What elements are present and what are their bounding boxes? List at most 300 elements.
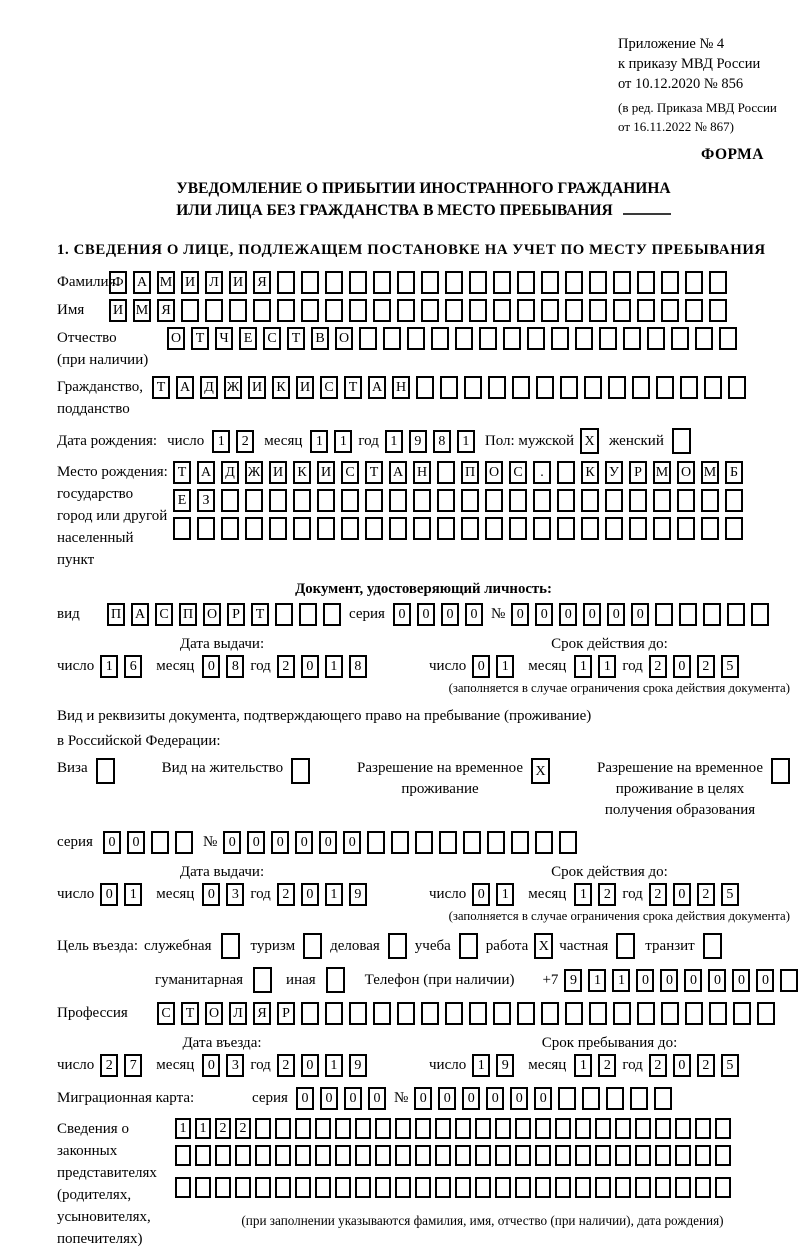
char-cell[interactable] — [695, 1118, 711, 1139]
char-cell[interactable] — [493, 1002, 511, 1025]
char-cell[interactable]: Т — [152, 376, 170, 399]
char-cell[interactable]: В — [311, 327, 329, 350]
char-cell[interactable] — [215, 1177, 231, 1198]
char-cell[interactable]: С — [341, 461, 359, 484]
char-cell[interactable]: 1 — [175, 1118, 191, 1139]
char-cell[interactable] — [613, 1002, 631, 1025]
char-cell[interactable] — [455, 327, 473, 350]
char-cell[interactable]: 3 — [226, 1054, 244, 1077]
char-cell[interactable] — [655, 1177, 671, 1198]
char-cell[interactable] — [517, 271, 535, 294]
char-cell[interactable]: 1 — [100, 655, 118, 678]
char-cell[interactable]: 0 — [465, 603, 483, 626]
char-cell[interactable] — [680, 376, 698, 399]
char-cell[interactable] — [435, 1177, 451, 1198]
char-cell[interactable] — [277, 271, 295, 294]
char-cell[interactable] — [677, 517, 695, 540]
char-cell[interactable] — [455, 1177, 471, 1198]
char-cell[interactable]: 1 — [496, 655, 514, 678]
char-cell[interactable] — [515, 1118, 531, 1139]
char-cell[interactable] — [383, 327, 401, 350]
char-cell[interactable] — [229, 299, 247, 322]
char-cell[interactable]: М — [653, 461, 671, 484]
char-cell[interactable]: 1 — [588, 969, 606, 992]
char-cell[interactable] — [463, 831, 481, 854]
char-cell[interactable] — [695, 327, 713, 350]
char-cell[interactable] — [355, 1118, 371, 1139]
char-cell[interactable] — [653, 489, 671, 512]
char-cell[interactable]: 1 — [124, 883, 142, 906]
char-cell[interactable] — [584, 376, 602, 399]
char-cell[interactable]: П — [107, 603, 125, 626]
char-cell[interactable]: А — [389, 461, 407, 484]
char-cell[interactable]: Т — [365, 461, 383, 484]
char-cell[interactable] — [317, 517, 335, 540]
char-cell[interactable] — [195, 1177, 211, 1198]
char-cell[interactable] — [349, 271, 367, 294]
char-cell[interactable]: К — [581, 461, 599, 484]
char-cell[interactable]: Т — [287, 327, 305, 350]
char-cell[interactable] — [575, 1177, 591, 1198]
char-cell[interactable] — [709, 299, 727, 322]
char-cell[interactable]: 8 — [226, 655, 244, 678]
char-cell[interactable] — [541, 299, 559, 322]
char-cell[interactable]: 0 — [486, 1087, 504, 1110]
char-cell[interactable] — [715, 1177, 731, 1198]
char-cell[interactable] — [445, 1002, 463, 1025]
char-cell[interactable] — [421, 1002, 439, 1025]
char-cell[interactable] — [541, 271, 559, 294]
char-cell[interactable]: 0 — [511, 603, 529, 626]
char-cell[interactable] — [413, 489, 431, 512]
char-cell[interactable] — [701, 517, 719, 540]
char-cell[interactable]: 2 — [598, 1054, 616, 1077]
char-cell[interactable]: 1 — [310, 430, 328, 453]
char-cell[interactable] — [685, 299, 703, 322]
char-cell[interactable] — [656, 376, 674, 399]
char-cell[interactable] — [751, 603, 769, 626]
char-cell[interactable]: 0 — [320, 1087, 338, 1110]
char-cell[interactable]: Т — [344, 376, 362, 399]
char-cell[interactable]: А — [176, 376, 194, 399]
char-cell[interactable]: 0 — [472, 655, 490, 678]
char-cell[interactable] — [487, 831, 505, 854]
char-cell[interactable] — [535, 1118, 551, 1139]
char-cell[interactable] — [512, 376, 530, 399]
char-cell[interactable]: 0 — [472, 883, 490, 906]
char-cell[interactable]: 0 — [319, 831, 337, 854]
char-cell[interactable] — [461, 489, 479, 512]
char-cell[interactable] — [632, 376, 650, 399]
char-cell[interactable] — [303, 933, 322, 959]
char-cell[interactable] — [341, 489, 359, 512]
char-cell[interactable]: 0 — [301, 883, 319, 906]
char-cell[interactable]: 0 — [202, 655, 220, 678]
char-cell[interactable] — [655, 603, 673, 626]
char-cell[interactable]: Л — [229, 1002, 247, 1025]
char-cell[interactable]: 2 — [649, 1054, 667, 1077]
char-cell[interactable]: 0 — [510, 1087, 528, 1110]
char-cell[interactable] — [703, 933, 722, 959]
char-cell[interactable] — [613, 299, 631, 322]
char-cell[interactable]: 1 — [212, 430, 230, 453]
char-cell[interactable]: . — [533, 461, 551, 484]
char-cell[interactable] — [615, 1177, 631, 1198]
char-cell[interactable] — [725, 489, 743, 512]
char-cell[interactable] — [685, 1002, 703, 1025]
char-cell[interactable] — [245, 489, 263, 512]
char-cell[interactable]: 2 — [100, 1054, 118, 1077]
char-cell[interactable] — [173, 517, 191, 540]
char-cell[interactable] — [599, 327, 617, 350]
char-cell[interactable]: X — [580, 428, 599, 454]
char-cell[interactable] — [475, 1177, 491, 1198]
char-cell[interactable] — [317, 489, 335, 512]
char-cell[interactable]: Т — [181, 1002, 199, 1025]
char-cell[interactable]: П — [461, 461, 479, 484]
char-cell[interactable] — [325, 271, 343, 294]
char-cell[interactable] — [595, 1177, 611, 1198]
char-cell[interactable] — [589, 1002, 607, 1025]
char-cell[interactable] — [757, 1002, 775, 1025]
char-cell[interactable]: П — [179, 603, 197, 626]
char-cell[interactable]: Ф — [109, 271, 127, 294]
char-cell[interactable]: С — [320, 376, 338, 399]
char-cell[interactable]: 1 — [574, 883, 592, 906]
char-cell[interactable]: 0 — [660, 969, 678, 992]
char-cell[interactable]: 1 — [325, 655, 343, 678]
char-cell[interactable]: О — [205, 1002, 223, 1025]
char-cell[interactable] — [536, 376, 554, 399]
char-cell[interactable]: Я — [253, 271, 271, 294]
char-cell[interactable]: Р — [227, 603, 245, 626]
char-cell[interactable] — [459, 933, 478, 959]
char-cell[interactable]: 2 — [697, 883, 715, 906]
char-cell[interactable] — [623, 327, 641, 350]
char-cell[interactable] — [671, 327, 689, 350]
char-cell[interactable] — [555, 1118, 571, 1139]
char-cell[interactable] — [253, 967, 272, 993]
char-cell[interactable]: А — [131, 603, 149, 626]
char-cell[interactable]: 0 — [636, 969, 654, 992]
char-cell[interactable] — [375, 1118, 391, 1139]
char-cell[interactable]: 0 — [344, 1087, 362, 1110]
char-cell[interactable] — [629, 517, 647, 540]
char-cell[interactable] — [503, 327, 521, 350]
char-cell[interactable]: 1 — [612, 969, 630, 992]
char-cell[interactable] — [613, 271, 631, 294]
char-cell[interactable]: 0 — [103, 831, 121, 854]
char-cell[interactable] — [515, 1177, 531, 1198]
char-cell[interactable] — [397, 271, 415, 294]
char-cell[interactable]: 2 — [277, 883, 295, 906]
char-cell[interactable]: Т — [173, 461, 191, 484]
char-cell[interactable]: С — [157, 1002, 175, 1025]
char-cell[interactable]: 5 — [721, 1054, 739, 1077]
char-cell[interactable] — [464, 376, 482, 399]
char-cell[interactable] — [565, 1002, 583, 1025]
char-cell[interactable]: 2 — [277, 1054, 295, 1077]
char-cell[interactable] — [493, 299, 511, 322]
char-cell[interactable] — [485, 517, 503, 540]
char-cell[interactable]: 1 — [598, 655, 616, 678]
char-cell[interactable] — [541, 1002, 559, 1025]
char-cell[interactable] — [733, 1002, 751, 1025]
char-cell[interactable]: Ж — [224, 376, 242, 399]
char-cell[interactable] — [709, 1002, 727, 1025]
char-cell[interactable] — [780, 969, 798, 992]
char-cell[interactable] — [301, 1002, 319, 1025]
char-cell[interactable] — [293, 517, 311, 540]
char-cell[interactable] — [485, 489, 503, 512]
char-cell[interactable] — [565, 271, 583, 294]
char-cell[interactable]: 2 — [277, 655, 295, 678]
char-cell[interactable]: А — [133, 271, 151, 294]
char-cell[interactable] — [582, 1087, 600, 1110]
char-cell[interactable] — [323, 603, 341, 626]
char-cell[interactable]: Е — [239, 327, 257, 350]
char-cell[interactable] — [221, 517, 239, 540]
char-cell[interactable] — [445, 271, 463, 294]
char-cell[interactable] — [595, 1118, 611, 1139]
char-cell[interactable]: Я — [253, 1002, 271, 1025]
char-cell[interactable] — [581, 489, 599, 512]
char-cell[interactable]: 1 — [574, 655, 592, 678]
char-cell[interactable]: 0 — [202, 883, 220, 906]
char-cell[interactable] — [635, 1118, 651, 1139]
char-cell[interactable] — [151, 831, 169, 854]
char-cell[interactable]: А — [197, 461, 215, 484]
char-cell[interactable]: А — [368, 376, 386, 399]
char-cell[interactable] — [509, 517, 527, 540]
char-cell[interactable]: 0 — [414, 1087, 432, 1110]
char-cell[interactable] — [560, 376, 578, 399]
char-cell[interactable] — [565, 299, 583, 322]
char-cell[interactable]: 0 — [673, 1054, 691, 1077]
char-cell[interactable] — [221, 489, 239, 512]
char-cell[interactable] — [557, 461, 575, 484]
char-cell[interactable] — [299, 603, 317, 626]
char-cell[interactable] — [559, 831, 577, 854]
char-cell[interactable]: 0 — [295, 831, 313, 854]
char-cell[interactable]: 9 — [564, 969, 582, 992]
char-cell[interactable]: 0 — [247, 831, 265, 854]
char-cell[interactable] — [389, 489, 407, 512]
char-cell[interactable] — [495, 1118, 511, 1139]
char-cell[interactable]: 3 — [226, 883, 244, 906]
char-cell[interactable] — [637, 1002, 655, 1025]
char-cell[interactable]: 0 — [127, 831, 145, 854]
char-cell[interactable]: И — [248, 376, 266, 399]
char-cell[interactable] — [630, 1087, 648, 1110]
char-cell[interactable] — [605, 489, 623, 512]
char-cell[interactable]: К — [293, 461, 311, 484]
char-cell[interactable]: 9 — [349, 883, 367, 906]
char-cell[interactable]: М — [133, 299, 151, 322]
char-cell[interactable]: 1 — [325, 883, 343, 906]
char-cell[interactable]: 8 — [349, 655, 367, 678]
char-cell[interactable]: 0 — [301, 655, 319, 678]
char-cell[interactable] — [375, 1177, 391, 1198]
char-cell[interactable] — [533, 489, 551, 512]
char-cell[interactable]: 1 — [574, 1054, 592, 1077]
char-cell[interactable] — [437, 517, 455, 540]
char-cell[interactable] — [469, 1002, 487, 1025]
char-cell[interactable]: 2 — [236, 430, 254, 453]
char-cell[interactable]: 0 — [438, 1087, 456, 1110]
char-cell[interactable] — [421, 271, 439, 294]
char-cell[interactable] — [291, 758, 310, 784]
char-cell[interactable] — [655, 1118, 671, 1139]
char-cell[interactable] — [608, 376, 626, 399]
char-cell[interactable] — [205, 299, 223, 322]
char-cell[interactable]: С — [155, 603, 173, 626]
char-cell[interactable] — [589, 271, 607, 294]
char-cell[interactable] — [275, 1177, 291, 1198]
char-cell[interactable]: 0 — [534, 1087, 552, 1110]
char-cell[interactable] — [551, 327, 569, 350]
char-cell[interactable] — [175, 1177, 191, 1198]
char-cell[interactable]: 1 — [472, 1054, 490, 1077]
char-cell[interactable]: 2 — [697, 1054, 715, 1077]
char-cell[interactable]: 0 — [393, 603, 411, 626]
char-cell[interactable] — [727, 603, 745, 626]
char-cell[interactable] — [421, 299, 439, 322]
char-cell[interactable] — [415, 1177, 431, 1198]
char-cell[interactable] — [293, 489, 311, 512]
char-cell[interactable] — [349, 1002, 367, 1025]
char-cell[interactable]: 0 — [462, 1087, 480, 1110]
char-cell[interactable] — [175, 831, 193, 854]
char-cell[interactable] — [479, 327, 497, 350]
char-cell[interactable]: 0 — [708, 969, 726, 992]
char-cell[interactable] — [709, 271, 727, 294]
char-cell[interactable] — [701, 489, 719, 512]
char-cell[interactable]: О — [677, 461, 695, 484]
char-cell[interactable] — [245, 517, 263, 540]
char-cell[interactable] — [661, 1002, 679, 1025]
char-cell[interactable]: Д — [221, 461, 239, 484]
char-cell[interactable]: Т — [191, 327, 209, 350]
char-cell[interactable] — [535, 831, 553, 854]
char-cell[interactable] — [315, 1177, 331, 1198]
char-cell[interactable] — [672, 428, 691, 454]
char-cell[interactable] — [397, 1002, 415, 1025]
char-cell[interactable] — [493, 271, 511, 294]
char-cell[interactable] — [575, 1118, 591, 1139]
char-cell[interactable] — [715, 1118, 731, 1139]
char-cell[interactable] — [355, 1177, 371, 1198]
char-cell[interactable]: 0 — [301, 1054, 319, 1077]
char-cell[interactable]: 1 — [385, 430, 403, 453]
char-cell[interactable]: 2 — [598, 883, 616, 906]
char-cell[interactable] — [511, 831, 529, 854]
char-cell[interactable]: И — [317, 461, 335, 484]
char-cell[interactable] — [581, 517, 599, 540]
char-cell[interactable]: Ч — [215, 327, 233, 350]
char-cell[interactable] — [373, 299, 391, 322]
char-cell[interactable]: 0 — [559, 603, 577, 626]
char-cell[interactable] — [439, 831, 457, 854]
char-cell[interactable] — [637, 299, 655, 322]
char-cell[interactable] — [557, 489, 575, 512]
char-cell[interactable] — [413, 517, 431, 540]
char-cell[interactable] — [277, 299, 295, 322]
char-cell[interactable]: 6 — [124, 655, 142, 678]
char-cell[interactable] — [397, 299, 415, 322]
char-cell[interactable] — [605, 517, 623, 540]
char-cell[interactable]: 5 — [721, 883, 739, 906]
char-cell[interactable]: 0 — [368, 1087, 386, 1110]
char-cell[interactable] — [616, 933, 635, 959]
char-cell[interactable] — [517, 299, 535, 322]
char-cell[interactable]: И — [229, 271, 247, 294]
char-cell[interactable] — [325, 299, 343, 322]
char-cell[interactable] — [391, 831, 409, 854]
char-cell[interactable] — [558, 1087, 576, 1110]
char-cell[interactable] — [431, 327, 449, 350]
char-cell[interactable]: 2 — [697, 655, 715, 678]
char-cell[interactable]: 2 — [215, 1118, 231, 1139]
char-cell[interactable] — [373, 1002, 391, 1025]
char-cell[interactable]: 8 — [433, 430, 451, 453]
char-cell[interactable] — [235, 1177, 251, 1198]
char-cell[interactable] — [654, 1087, 672, 1110]
char-cell[interactable]: С — [509, 461, 527, 484]
char-cell[interactable]: 0 — [202, 1054, 220, 1077]
char-cell[interactable] — [416, 376, 434, 399]
char-cell[interactable]: Р — [277, 1002, 295, 1025]
char-cell[interactable] — [557, 517, 575, 540]
char-cell[interactable]: 9 — [496, 1054, 514, 1077]
char-cell[interactable] — [527, 327, 545, 350]
char-cell[interactable]: 1 — [195, 1118, 211, 1139]
char-cell[interactable] — [606, 1087, 624, 1110]
char-cell[interactable] — [675, 1177, 691, 1198]
char-cell[interactable]: И — [181, 271, 199, 294]
char-cell[interactable]: О — [167, 327, 185, 350]
char-cell[interactable] — [335, 1118, 351, 1139]
char-cell[interactable] — [269, 517, 287, 540]
char-cell[interactable] — [275, 1118, 291, 1139]
char-cell[interactable] — [677, 489, 695, 512]
char-cell[interactable] — [679, 603, 697, 626]
char-cell[interactable]: Д — [200, 376, 218, 399]
char-cell[interactable] — [437, 489, 455, 512]
char-cell[interactable]: 9 — [409, 430, 427, 453]
char-cell[interactable]: 0 — [441, 603, 459, 626]
char-cell[interactable]: 1 — [325, 1054, 343, 1077]
char-cell[interactable]: 0 — [583, 603, 601, 626]
char-cell[interactable] — [295, 1177, 311, 1198]
char-cell[interactable]: Л — [205, 271, 223, 294]
char-cell[interactable] — [615, 1118, 631, 1139]
char-cell[interactable] — [365, 489, 383, 512]
char-cell[interactable]: 7 — [124, 1054, 142, 1077]
char-cell[interactable] — [771, 758, 790, 784]
char-cell[interactable] — [488, 376, 506, 399]
char-cell[interactable] — [253, 299, 271, 322]
char-cell[interactable]: И — [296, 376, 314, 399]
char-cell[interactable] — [629, 489, 647, 512]
char-cell[interactable]: 1 — [457, 430, 475, 453]
char-cell[interactable]: 1 — [334, 430, 352, 453]
char-cell[interactable]: И — [269, 461, 287, 484]
char-cell[interactable]: М — [157, 271, 175, 294]
char-cell[interactable] — [415, 831, 433, 854]
char-cell[interactable] — [461, 517, 479, 540]
char-cell[interactable] — [389, 517, 407, 540]
